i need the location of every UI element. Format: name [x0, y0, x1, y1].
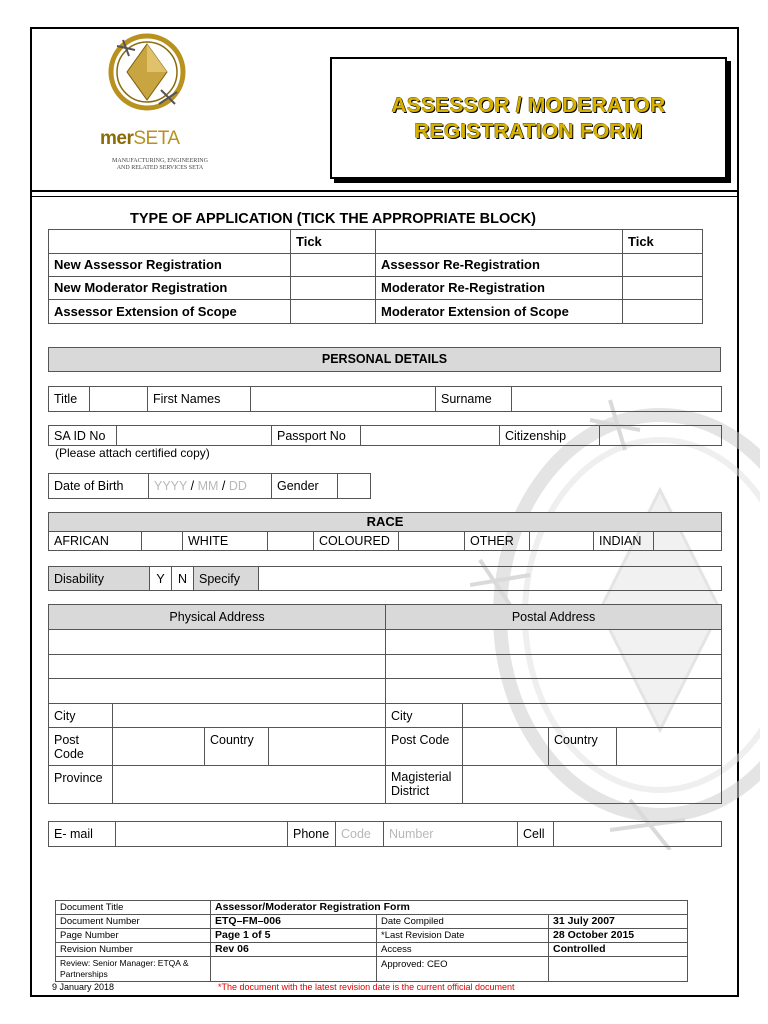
postal-country-label: Country	[549, 728, 617, 766]
tick-moderator-reregistration[interactable]	[623, 277, 703, 300]
race-white-label: WHITE	[183, 532, 268, 551]
id-row	[48, 425, 722, 446]
last-revision-label: *Last Revision Date	[377, 929, 549, 943]
form-title-line1: ASSESSOR / MODERATOR	[391, 94, 666, 117]
race-table	[48, 512, 722, 551]
logo-tagline-2: AND RELATED SERVICES SETA	[116, 165, 204, 171]
race-other-box[interactable]	[530, 532, 594, 551]
tick-new-assessor[interactable]	[291, 254, 376, 277]
app-assessor-reregistration: Assessor Re-Registration	[376, 254, 623, 277]
revision-note: *The document with the latest revision date is the current official document	[218, 982, 515, 992]
application-heading: TYPE OF APPLICATION (TICK THE APPROPRIATE BLOCK)	[130, 211, 536, 227]
race-indian-box[interactable]	[654, 532, 722, 551]
document-control-table	[55, 900, 688, 982]
physical-address-line-3[interactable]	[49, 679, 386, 704]
merseta-emblem-icon	[95, 30, 225, 120]
postal-address-line-1[interactable]	[386, 630, 722, 655]
magisterial-district-field[interactable]	[463, 766, 722, 804]
page-number-label: Page Number	[56, 929, 211, 943]
physical-city-label: City	[49, 704, 113, 728]
review-label: Review: Senior Manager: ETQA & Partnerships	[56, 957, 211, 982]
tick-assessor-reregistration[interactable]	[623, 254, 703, 277]
access-label: Access	[377, 943, 549, 957]
page-number-value: Page 1 of 5	[211, 929, 377, 943]
date-compiled-label: Date Compiled	[377, 915, 549, 929]
race-african-box[interactable]	[142, 532, 183, 551]
phone-number-field[interactable]: Number	[384, 822, 518, 847]
disability-specify-label: Specify	[194, 567, 259, 591]
postal-post-code-label: Post Code	[386, 728, 463, 766]
tick-moderator-extension[interactable]	[623, 300, 703, 324]
postal-city-label: City	[386, 704, 463, 728]
race-indian-label: INDIAN	[594, 532, 654, 551]
tick-assessor-extension[interactable]	[291, 300, 376, 324]
app-new-assessor: New Assessor Registration	[49, 254, 291, 277]
sa-id-label: SA ID No	[49, 426, 117, 446]
race-african-label: AFRICAN	[49, 532, 142, 551]
tick-header-left: Tick	[291, 230, 376, 254]
postal-address-line-2[interactable]	[386, 655, 722, 679]
passport-field[interactable]	[361, 426, 500, 446]
address-table	[48, 604, 722, 804]
title-label: Title	[49, 387, 90, 412]
sa-id-field[interactable]	[117, 426, 272, 446]
race-white-box[interactable]	[268, 532, 314, 551]
postal-country-field[interactable]	[617, 728, 722, 766]
physical-country-field[interactable]	[269, 728, 386, 766]
contact-row	[48, 821, 722, 847]
physical-country-label: Country	[205, 728, 269, 766]
dob-field[interactable]: YYYY / MM / DD	[149, 474, 272, 499]
print-date: 9 January 2018	[52, 982, 115, 992]
physical-post-code-label: Post Code	[49, 728, 113, 766]
email-label: E- mail	[49, 822, 116, 847]
postal-post-code-field[interactable]	[463, 728, 549, 766]
physical-post-code-field[interactable]	[113, 728, 205, 766]
name-row	[48, 386, 722, 412]
tick-header-right: Tick	[623, 230, 703, 254]
physical-city-field[interactable]	[113, 704, 386, 728]
postal-address-line-3[interactable]	[386, 679, 722, 704]
form-title-line2: REGISTRATION FORM	[414, 120, 643, 143]
race-other-label: OTHER	[465, 532, 530, 551]
dob-row	[48, 473, 371, 499]
first-names-label: First Names	[148, 387, 251, 412]
race-coloured-label: COLOURED	[314, 532, 399, 551]
disability-yes[interactable]: Y	[150, 567, 172, 591]
doc-number-label: Document Number	[56, 915, 211, 929]
app-assessor-extension: Assessor Extension of Scope	[49, 300, 291, 324]
doc-title-value: Assessor/Moderator Registration Form	[211, 901, 688, 915]
cell-field[interactable]	[554, 822, 722, 847]
gender-field[interactable]	[338, 474, 371, 499]
doc-title-label: Document Title	[56, 901, 211, 915]
app-moderator-extension: Moderator Extension of Scope	[376, 300, 623, 324]
doc-number-value: ETQ–FM–006	[211, 915, 377, 929]
province-label: Province	[49, 766, 113, 804]
app-moderator-reregistration: Moderator Re-Registration	[376, 277, 623, 300]
app-new-moderator: New Moderator Registration	[49, 277, 291, 300]
disability-label: Disability	[49, 567, 150, 591]
passport-label: Passport No	[272, 426, 361, 446]
citizenship-label: Citizenship	[500, 426, 600, 446]
date-compiled-value: 31 July 2007	[549, 915, 688, 929]
province-field[interactable]	[113, 766, 386, 804]
attach-note: (Please attach certified copy)	[55, 446, 210, 460]
application-table	[48, 229, 703, 324]
phone-code-field[interactable]: Code	[336, 822, 384, 847]
last-revision-value: 28 October 2015	[549, 929, 688, 943]
race-coloured-box[interactable]	[399, 532, 465, 551]
access-value: Controlled	[549, 943, 688, 957]
physical-address-line-1[interactable]	[49, 630, 386, 655]
disability-specify-field[interactable]	[259, 567, 722, 591]
citizenship-field[interactable]	[600, 426, 722, 446]
disability-row	[48, 566, 722, 591]
postal-city-field[interactable]	[463, 704, 722, 728]
merseta-logo	[95, 30, 225, 171]
form-title-box	[330, 57, 727, 179]
dob-label: Date of Birth	[49, 474, 149, 499]
logo-tagline-1: MANUFACTURING, ENGINEERING	[112, 158, 208, 164]
physical-address-heading: Physical Address	[49, 605, 386, 630]
revision-number-label: Revision Number	[56, 943, 211, 957]
physical-address-line-2[interactable]	[49, 655, 386, 679]
cell-label: Cell	[518, 822, 554, 847]
gender-label: Gender	[272, 474, 338, 499]
surname-field[interactable]	[512, 387, 722, 412]
magisterial-district-label: Magisterial District	[386, 766, 463, 804]
tick-new-moderator[interactable]	[291, 277, 376, 300]
first-names-field[interactable]	[251, 387, 436, 412]
approved-label: Approved: CEO	[377, 957, 549, 982]
surname-label: Surname	[436, 387, 512, 412]
phone-label: Phone	[288, 822, 336, 847]
postal-address-heading: Postal Address	[386, 605, 722, 630]
email-field[interactable]	[116, 822, 288, 847]
revision-number-value: Rev 06	[211, 943, 377, 957]
title-field[interactable]	[90, 387, 148, 412]
race-heading: RACE	[49, 513, 722, 532]
personal-details-heading: PERSONAL DETAILS	[48, 347, 721, 372]
merseta-wordmark: merSETA	[100, 128, 180, 149]
disability-no[interactable]: N	[172, 567, 194, 591]
